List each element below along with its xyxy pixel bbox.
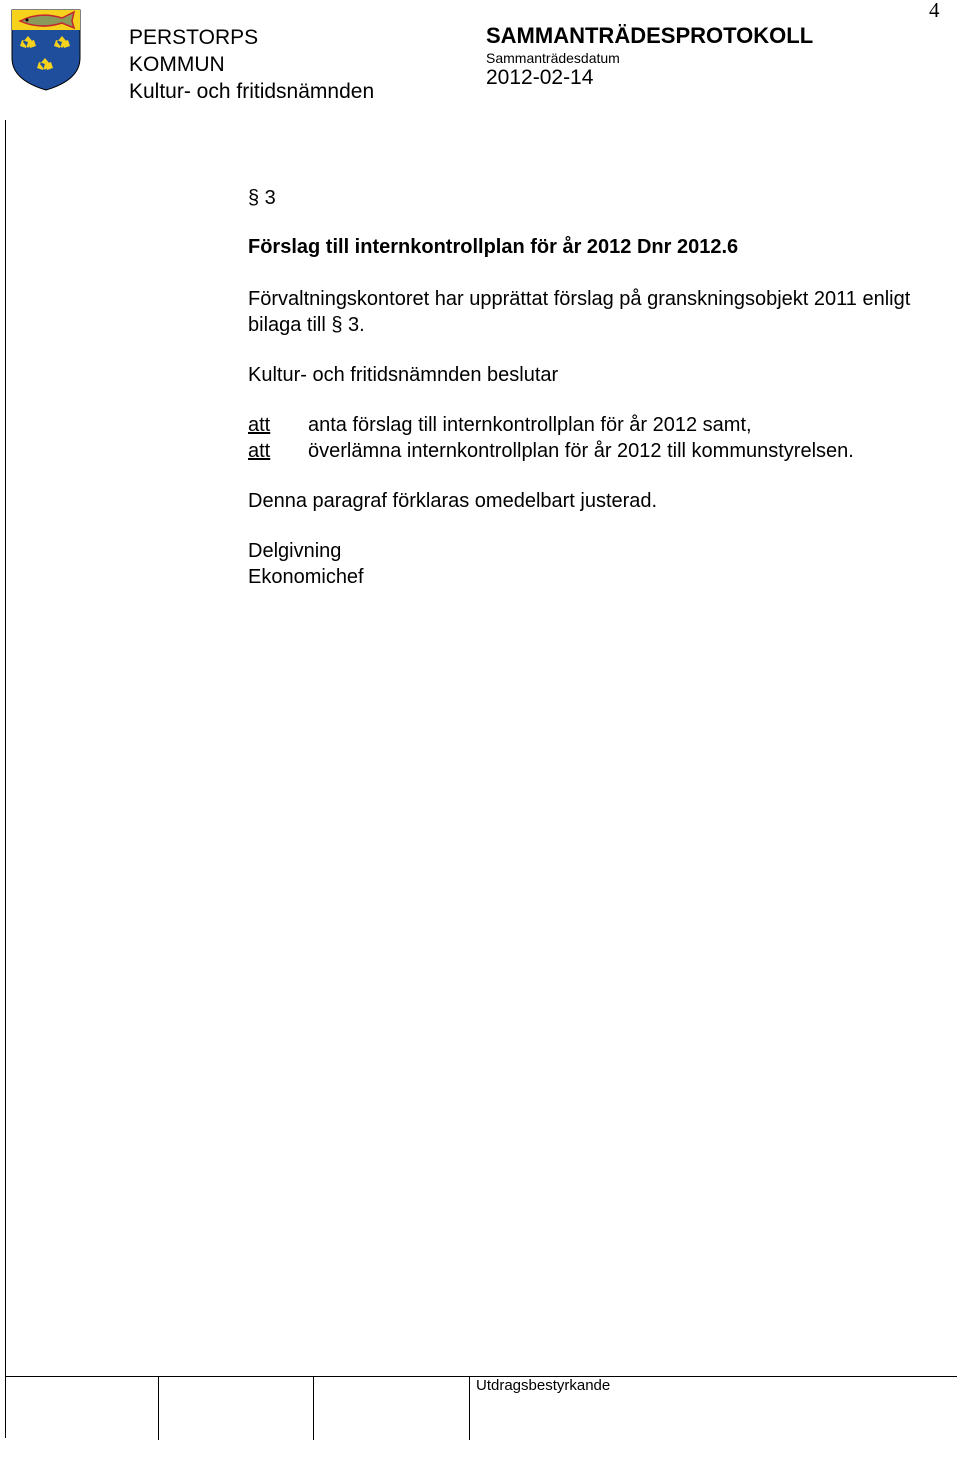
adjustment-statement: Denna paragraf förklaras omedelbart justerad. — [248, 490, 658, 512]
municipal-crest-logo — [10, 8, 82, 92]
page-number: 4 — [929, 0, 940, 22]
signature-box-divider — [158, 1376, 159, 1440]
left-margin-rule — [5, 120, 6, 1438]
decision-prefix: att — [248, 440, 271, 462]
decision-item — [248, 438, 948, 464]
decision-text: överlämna internkontrollplan för år 2012 till kommunstyrelsen. — [308, 440, 854, 462]
org-name-line1: PERSTORPS — [129, 26, 259, 49]
decision-item — [248, 412, 948, 438]
committee-name: Kultur- och fritidsnämnden — [129, 80, 375, 103]
certification-label: Utdragsbestyrkande — [476, 1377, 611, 1394]
decision-intro: Kultur- och fritidsnämnden beslutar — [248, 364, 559, 386]
section-number: § 3 — [248, 187, 276, 209]
meeting-date-label: Sammanträdesdatum — [486, 50, 620, 66]
signature-box-divider — [313, 1376, 314, 1440]
decision-list — [248, 412, 948, 464]
decision-prefix: att — [248, 414, 271, 436]
distribution-block — [248, 538, 364, 590]
org-name-line2: KOMMUN — [129, 53, 225, 76]
distribution-label: Delgivning — [248, 540, 342, 562]
signature-box-divider — [469, 1376, 470, 1440]
document-title: SAMMANTRÄDESPROTOKOLL — [486, 23, 814, 48]
decision-text: anta förslag till internkontrollplan för år 2012 samt, — [308, 414, 752, 436]
section-paragraph: Förvaltningskontoret har upprättat förslag på granskningsobjekt 2011 enligt bilaga till § 3. — [248, 288, 911, 336]
section-heading: Förslag till internkontrollplan för år 2012 Dnr 2012.6 — [248, 236, 739, 258]
distribution-recipient: Ekonomichef — [248, 566, 364, 588]
meeting-date: 2012-02-14 — [486, 66, 594, 89]
